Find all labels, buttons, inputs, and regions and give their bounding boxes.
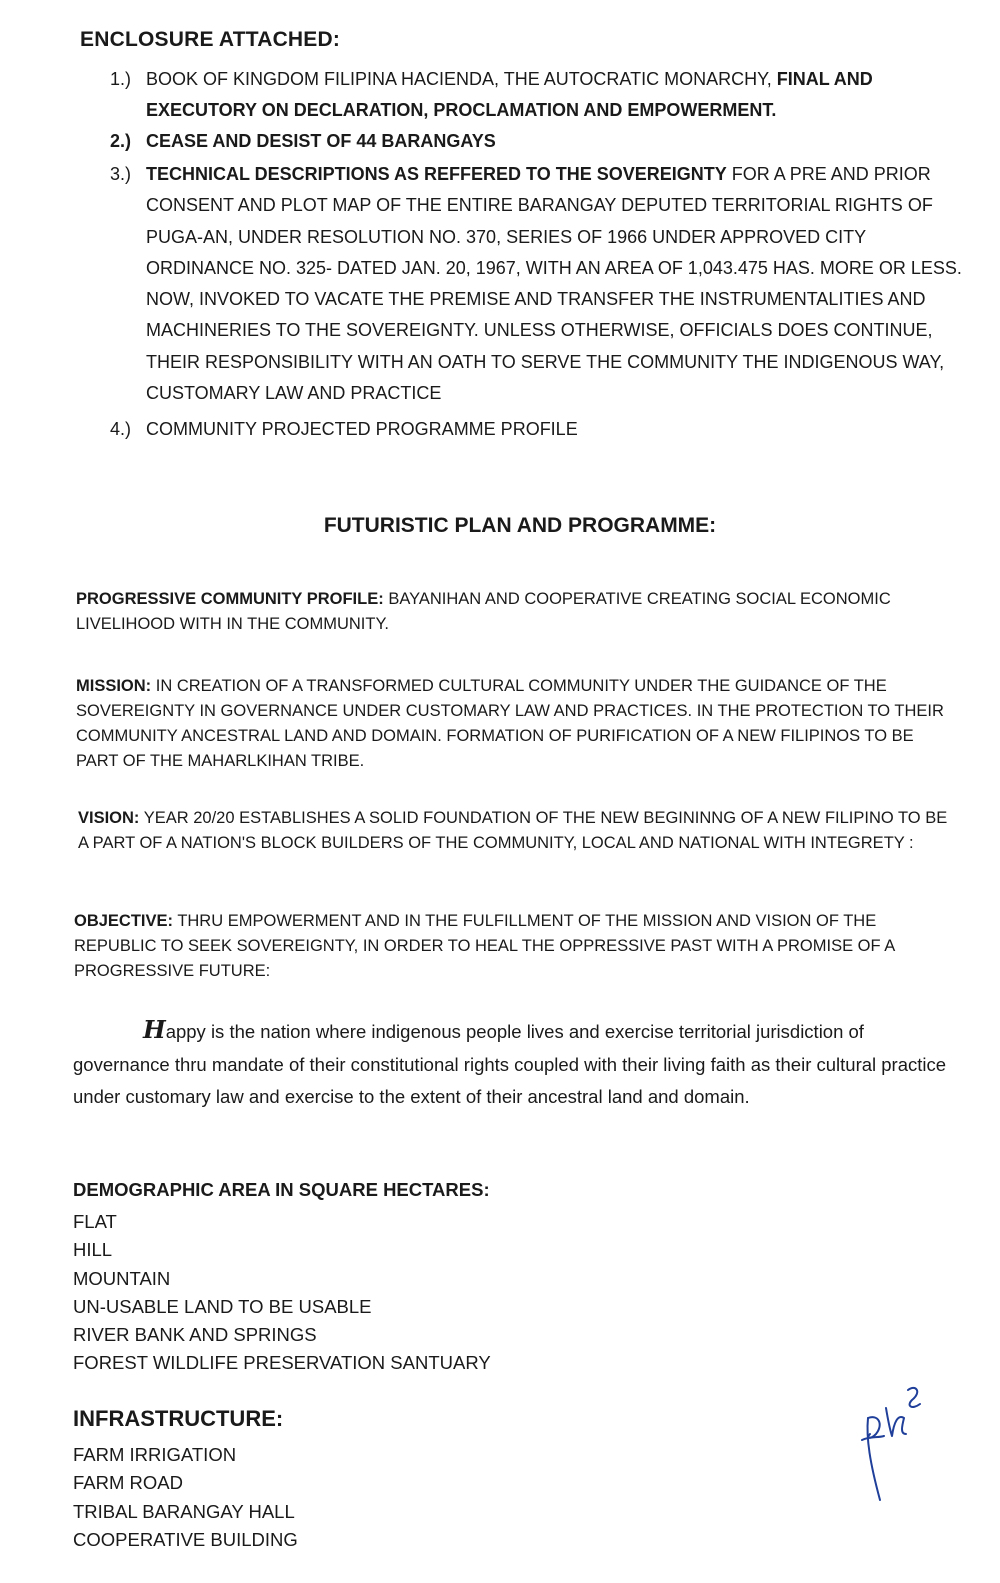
happy-text: appy is the nation where indigenous people lives and exercise territorial jurisdiction of governance thru mandate of their constitutional rights coupled with their living faith as their cultural practice under customary law and exercise to the extent of their ancestral land and domain. — [73, 1021, 947, 1107]
demographic-heading: DEMOGRAPHIC AREA IN SQUARE HECTARES: — [73, 1179, 490, 1200]
profile-label: PROGRESSIVE COMMUNITY PROFILE: — [76, 590, 384, 608]
infrastructure-heading: INFRASTRUCTURE: — [73, 1406, 284, 1431]
enclosure-item-2 — [110, 126, 970, 157]
enclosure-item-1 — [110, 64, 970, 127]
list-item: RIVER BANK AND SPRINGS — [73, 1324, 317, 1346]
list-item: FARM IRRIGATION — [73, 1444, 237, 1465]
enclosure-item-3 — [110, 159, 970, 409]
vision-text: YEAR 20/20 ESTABLISHES A SOLID FOUNDATION OF THE NEW BEGININNG OF A NEW FILIPINO TO BE A PART OF A NATION'S BLOCK BUILDERS OF THE COMMUNITY, LOCAL AND NATIONAL WITH INTEGRETY : — [78, 809, 948, 852]
mission-text: IN CREATION OF A TRANSFORMED CULTURAL COMMUNITY UNDER THE GUIDANCE OF THE SOVEREIGNTY IN GOVERNANCE UNDER CUSTOMARY LAW AND PRACTICES. IN THE PROTECTION TO THEIR COMMUNITY ANCESTRAL LAND AND DOMAIN. FORMATION OF PURIFICATION OF A NEW FILIPINOS TO BE PART OF THE MAHARLKIHAN TRIBE. — [76, 677, 944, 770]
mission-label: MISSION: — [76, 677, 152, 695]
list-item: HILL — [73, 1239, 113, 1261]
list-item: MOUNTAIN — [73, 1267, 171, 1289]
vision-label: VISION: — [78, 809, 140, 827]
mission-paragraph — [76, 674, 951, 774]
handwritten-signature — [848, 1378, 938, 1508]
enclosure-item-text: FOR A PRE AND PRIOR CONSENT AND PLOT MAP OF THE ENTIRE BARANGAY DEPUTED TERRITORIAL RIGHTS OF PUGA-AN, UNDER RESOLUTION NO. 370, SERIES OF 1966 UNDER APPROVED CITY ORDINANCE NO. 325- DATED JAN. 20, 1967, WITH AN AREA OF 1,043.475 HAS. MORE OR LESS. NOW, INVOKED TO VACATE THE PREMISE AND TRANSFER THE INSTRUMENTALITIES AND MACHINERIES TO THE SOVEREIGNTY. UNLESS OTHERWISE, OFFICIALS DOES CONTINUE, THEIR RESPONSIBILITY WITH AN OATH TO SERVE THE COMMUNITY THE INDIGENOUS WAY, CUSTOMARY LAW AND PRACTICE — [146, 164, 962, 404]
enclosure-item-text: CEASE AND DESIST OF 44 BARANGAYS — [146, 131, 496, 151]
infrastructure-list — [73, 1441, 298, 1554]
list-item: COOPERATIVE BUILDING — [73, 1528, 298, 1550]
list-item: UN-USABLE LAND TO BE USABLE — [73, 1295, 372, 1317]
enclosure-item-number: 4.) — [110, 419, 132, 439]
profile-text: BAYANIHAN AND COOPERATIVE CREATING SOCIAL ECONOMIC LIVELIHOOD WITH IN THE COMMUNITY. — [76, 590, 891, 633]
vision-paragraph — [78, 806, 953, 856]
enclosure-item-bold-text: FINAL AND EXECUTORY ON DECLARATION, PROCLAMATION AND EMPOWERMENT. — [146, 69, 873, 121]
decorative-initial: H — [143, 1015, 166, 1044]
list-item: FLAT — [73, 1211, 117, 1232]
happy-paragraph — [73, 1014, 953, 1114]
futuristic-plan-heading: FUTURISTIC PLAN AND PROGRAMME: — [323, 514, 717, 537]
signature-strokes — [862, 1388, 920, 1500]
enclosure-item-number: 1.) — [110, 69, 132, 89]
list-item: TRIBAL BARANGAY HALL — [73, 1500, 295, 1522]
enclosure-heading: ENCLOSURE ATTACHED: — [80, 28, 341, 51]
demographic-list — [73, 1208, 491, 1378]
progressive-community-profile — [76, 587, 951, 637]
enclosure-item-4 — [110, 414, 970, 445]
enclosure-item-number: 2.) — [110, 131, 132, 151]
objective-paragraph — [74, 909, 949, 984]
list-item: FOREST WILDLIFE PRESERVATION SANTUARY — [73, 1352, 491, 1374]
objective-label: OBJECTIVE: — [74, 912, 174, 930]
list-item: FARM ROAD — [73, 1472, 183, 1494]
enclosure-item-text: BOOK OF KINGDOM FILIPINA HACIENDA, THE AUTOCRATIC MONARCHY, — [146, 69, 777, 89]
enclosure-item-bold-text: TECHNICAL DESCRIPTIONS AS REFFERED TO THE SOVEREIGNTY — [146, 164, 727, 184]
enclosure-item-number: 3.) — [110, 164, 132, 184]
enclosure-item-text: COMMUNITY PROJECTED PROGRAMME PROFILE — [146, 419, 578, 439]
objective-text: THRU EMPOWERMENT AND IN THE FULFILLMENT OF THE MISSION AND VISION OF THE REPUBLIC TO SEEK SOVEREIGNTY, IN ORDER TO HEAL THE OPPRESSIVE PAST WITH A PROMISE OF A PROGRESSIVE FUTURE: — [74, 912, 895, 980]
